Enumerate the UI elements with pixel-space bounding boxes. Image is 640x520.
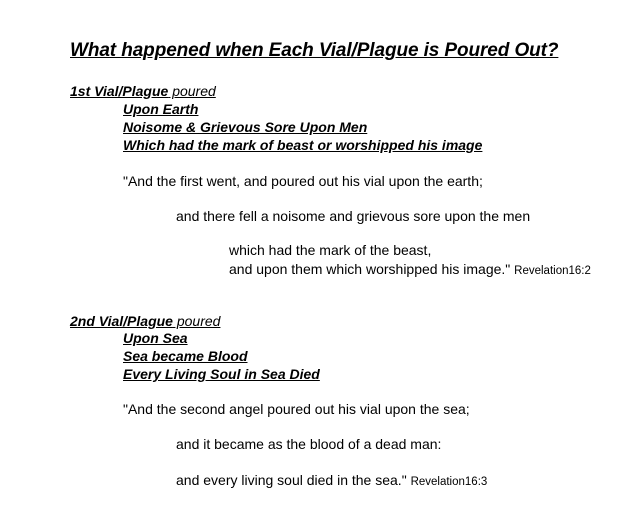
vial-1-effect-3: Which had the mark of beast or worshipped his image [123,137,483,153]
vial-1-heading-suffix: poured [168,83,216,99]
vial-2-verse-reference: Revelation16:3 [410,476,488,488]
page-title: What happened when Each Vial/Plague is Poured Out? [70,40,559,61]
vial-2-verse-text: and every living soul died in the sea." [176,472,407,488]
vial-2-verse-line-2: and it became as the blood of a dead man: [176,436,442,452]
vial-1-verse-line-1: "And the first went, and poured out his vial upon the earth; [123,173,483,189]
vial-1-verse-reference: Revelation16:2 [514,265,591,277]
vial-2-heading-label: 2nd Vial/Plague [70,313,173,329]
vial-2-heading [70,313,220,329]
vial-2-heading-suffix: poured [172,313,221,329]
vial-1-verse-line-2: and there fell a noisome and grievous sore upon the men [176,208,531,224]
vial-1-effect-2: Noisome & Grievous Sore Upon Men [123,119,368,135]
vial-1-verse-line-4 [229,261,591,277]
vial-2-verse-line-3 [176,472,487,488]
vial-2-effect-3: Every Living Soul in Sea Died [123,366,320,382]
vial-2-effect-1: Upon Sea [123,330,188,346]
vial-1-heading-label: 1st Vial/Plague [70,83,169,99]
vial-2-verse-line-1: "And the second angel poured out his vial upon the sea; [123,401,470,417]
vial-1-verse-text: and upon them which worshipped his image." [229,261,511,277]
vial-2-effect-2: Sea became Blood [123,348,248,364]
vial-1-heading [70,83,216,99]
vial-1-verse-line-3: which had the mark of the beast, [229,242,432,258]
vial-1-effect-1: Upon Earth [123,101,199,117]
